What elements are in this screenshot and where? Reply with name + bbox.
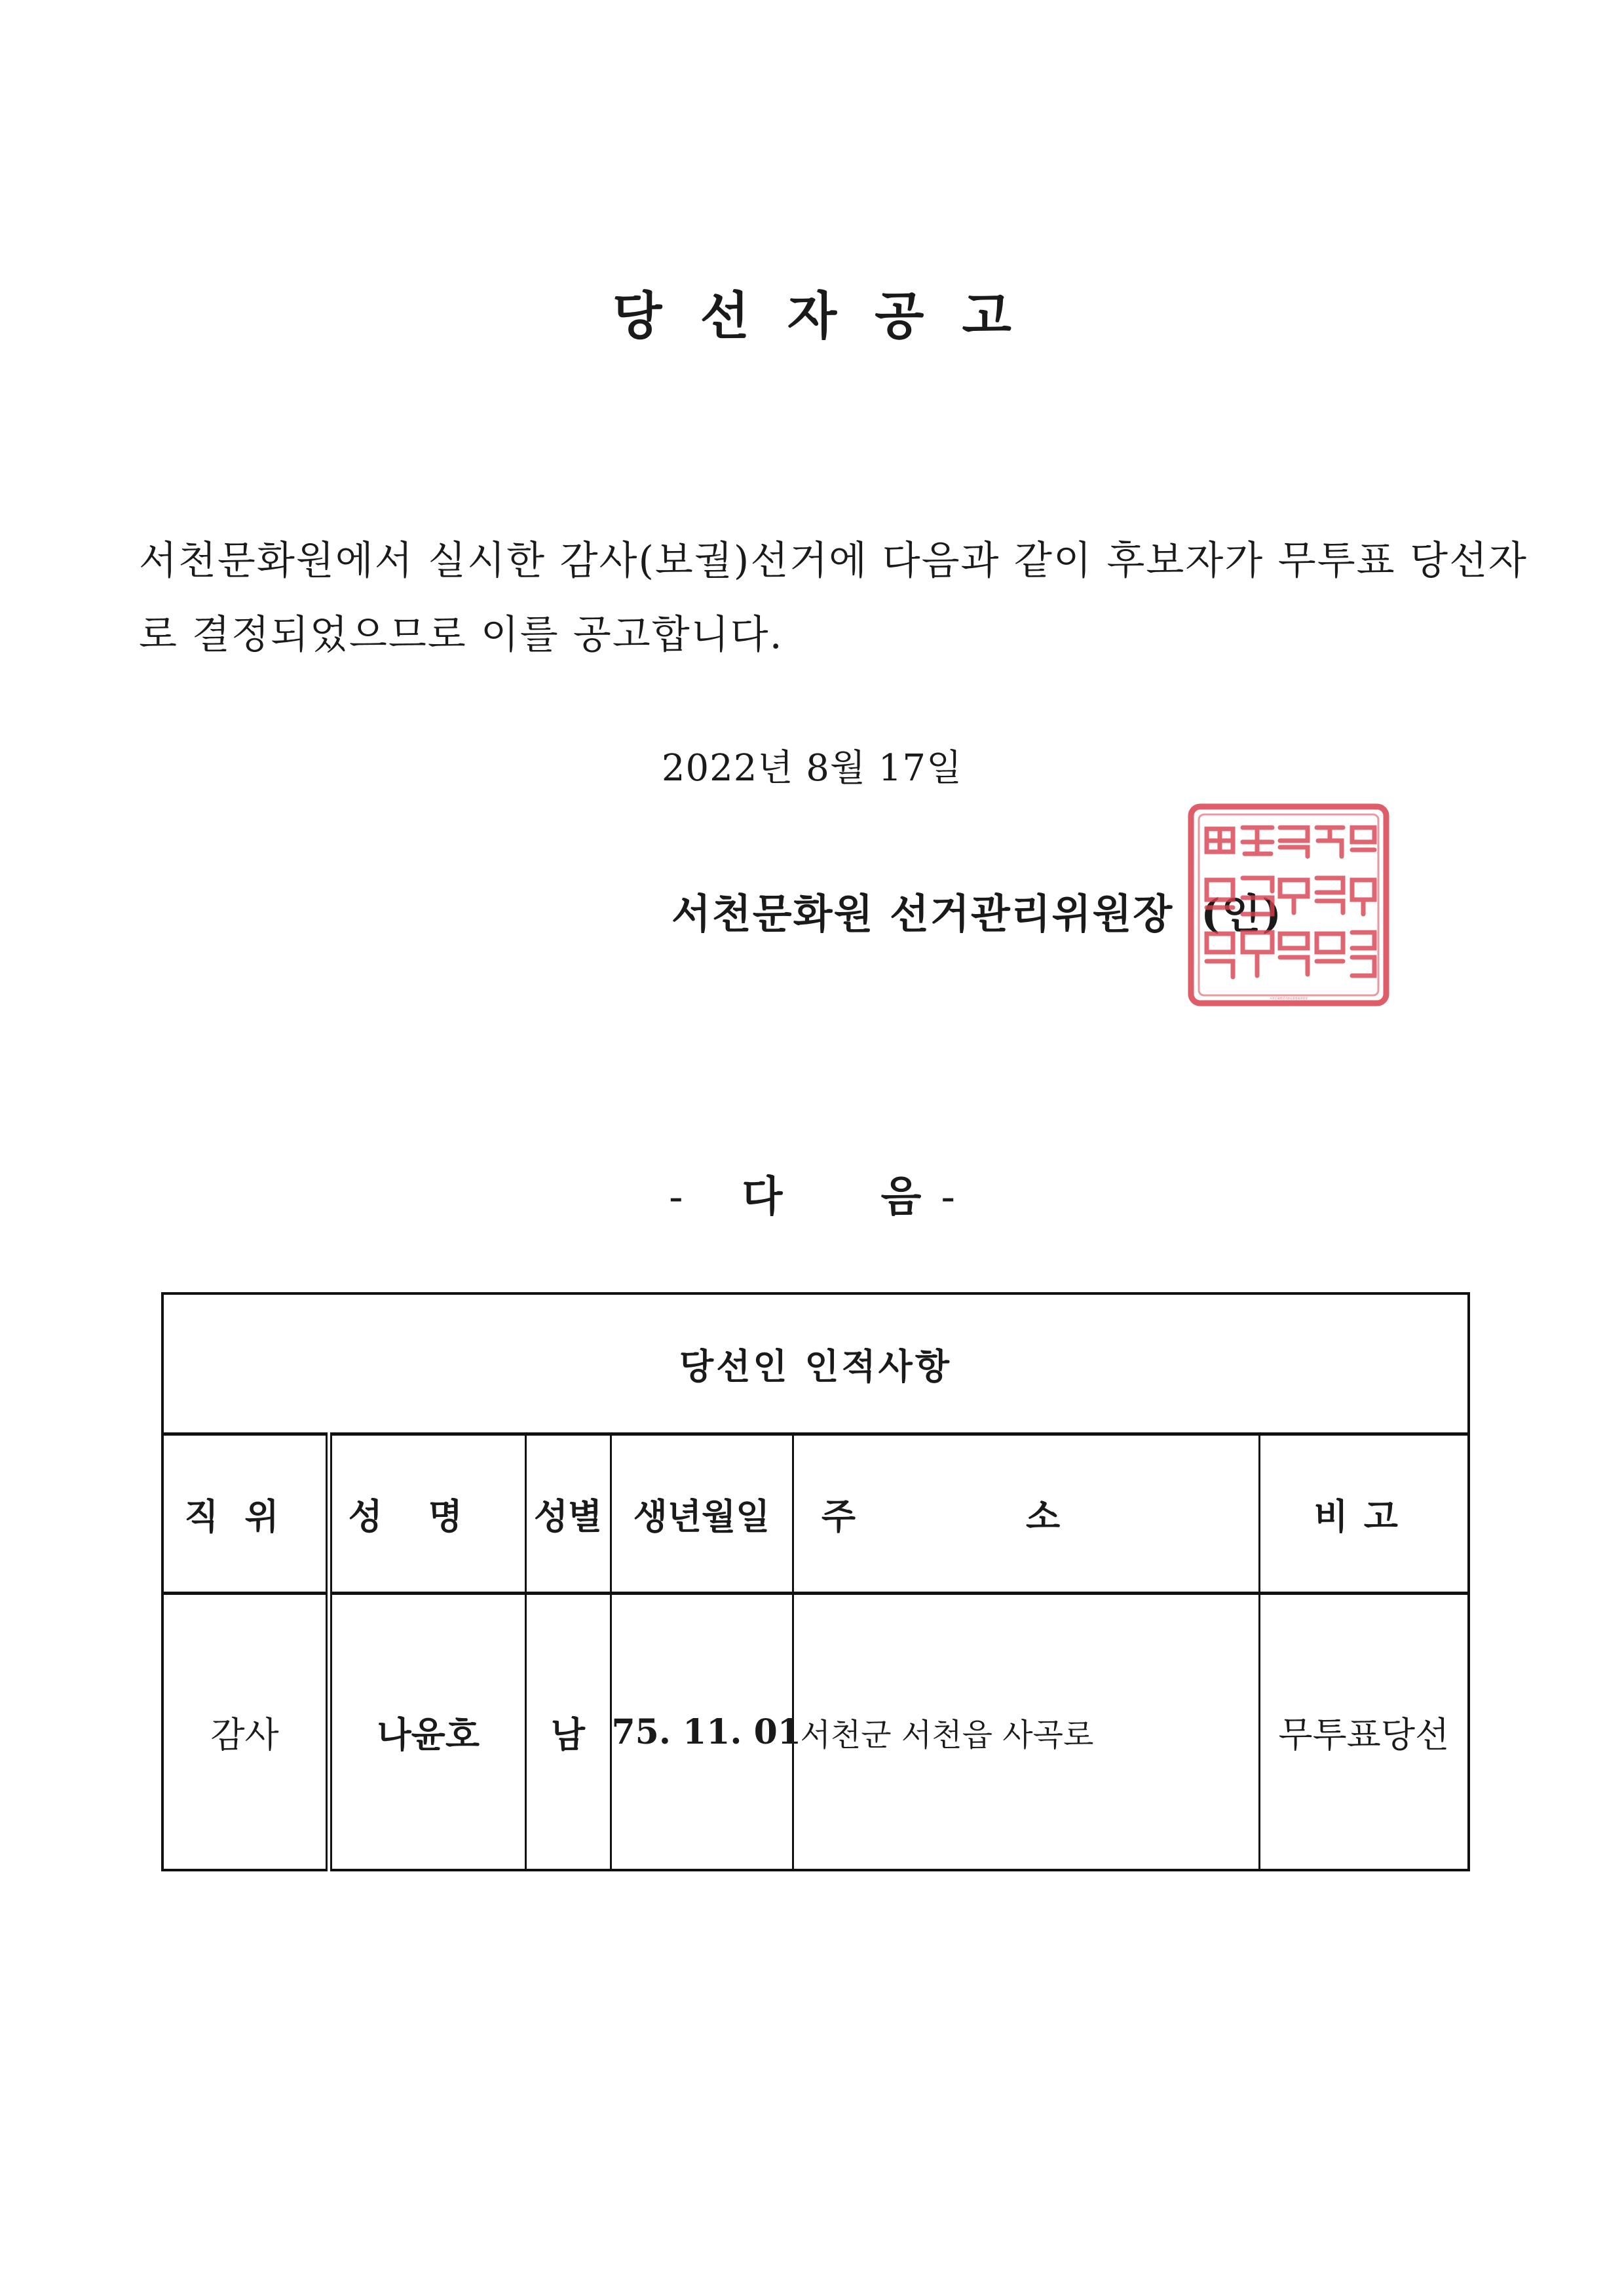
table-caption: 당선인 인적사항 <box>162 1293 1469 1434</box>
header-note: 비고 <box>1259 1434 1469 1594</box>
table-caption-row <box>162 1293 1469 1434</box>
official-seal-icon <box>1187 803 1390 1007</box>
cell-address: 서천군 서천읍 사곡로 <box>793 1594 1259 1871</box>
header-position: 직위 <box>162 1434 329 1594</box>
header-birth: 생년월일 <box>611 1434 793 1594</box>
header-address: 주소 <box>793 1434 1259 1594</box>
cell-birth: 75. 11. 01 <box>611 1594 793 1871</box>
header-gender: 성별 <box>525 1434 611 1594</box>
cell-position: 감사 <box>162 1594 329 1871</box>
signer-title: 서천문화원 선거관리위원장 <box>671 890 1174 938</box>
seal-mark: (인) <box>1201 890 1283 938</box>
announcement-date: 2022년 8월 17일 <box>661 747 963 790</box>
table-row <box>162 1594 1469 1871</box>
seal-caption: 서천문화원선거관리위원회위원장 <box>1270 997 1308 1000</box>
heading-dash-left: - <box>669 1173 683 1221</box>
document-title: 당선자공고 <box>613 286 1049 346</box>
cell-note: 무투표당선 <box>1259 1594 1469 1871</box>
heading-char-1: 다 <box>742 1172 783 1221</box>
header-name: 성명 <box>329 1434 525 1594</box>
heading-dash-right: - <box>941 1173 955 1221</box>
cell-name: 나윤호 <box>329 1594 525 1871</box>
announcement-body: 서천문화원에서 실시한 감사(보궐)선거에 다음과 같이 후보자가 무투표 당선자로 결정되었으므로 이를 공고합니다. <box>139 538 1528 658</box>
heading-char-2: 음 <box>880 1172 922 1221</box>
table-header-row <box>162 1434 1469 1594</box>
next-section-heading <box>0 1163 1624 1223</box>
cell-gender: 남 <box>525 1594 611 1871</box>
winner-info-table <box>161 1292 1470 1871</box>
